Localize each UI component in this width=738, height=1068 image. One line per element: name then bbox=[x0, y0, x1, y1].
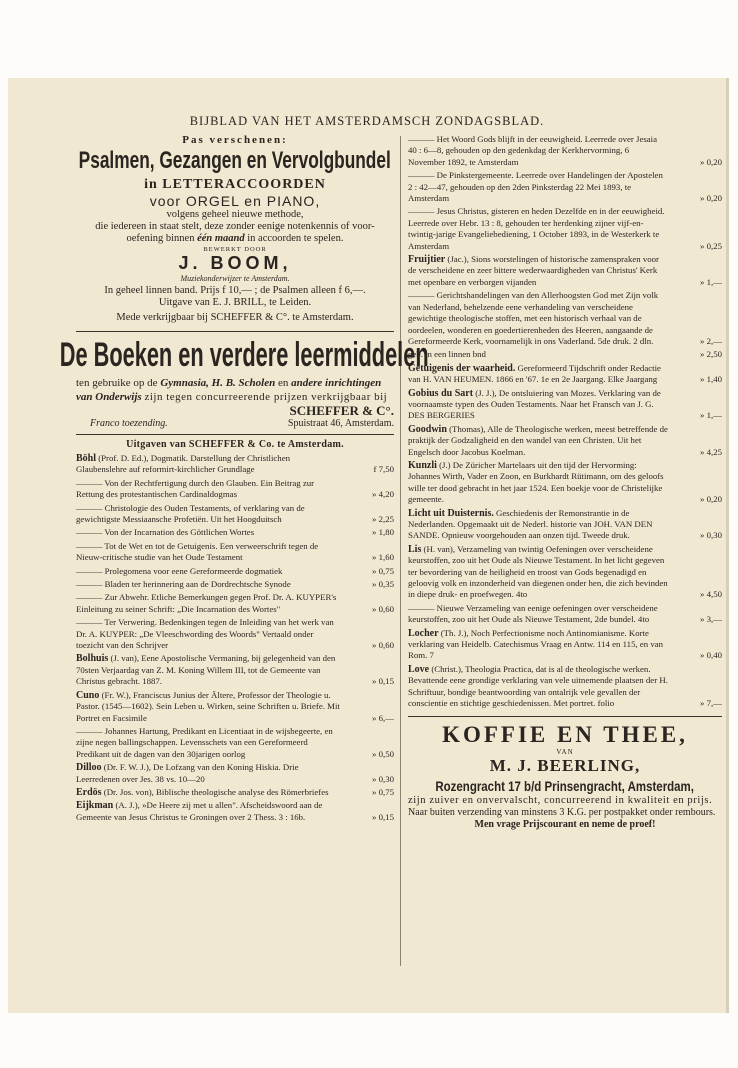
book-description bbox=[408, 424, 674, 458]
boeken-title-wrap bbox=[59, 335, 429, 376]
book-text: (J. J.), De ontsluiering van Mozes. Verklaring van de voornaamste typen des Ouden Testaments. Naar het Fransch van J. G. DES BERGERIES bbox=[408, 387, 661, 421]
book-price: » 3,— bbox=[700, 614, 722, 625]
book-price: » 2,— bbox=[700, 335, 722, 346]
book-description bbox=[408, 363, 674, 386]
book-text: ——— Von der Incarnation des Göttlichen Wortes bbox=[76, 527, 255, 538]
ad-desc-1: die iedereen in staat stelt, deze zonder eenige notenkennis of voor- bbox=[95, 220, 375, 232]
book-text: Geschiedenis der Remonstrantie in de Nederlanden. Opgemaakt uit de Nederl. historie van JOH. VAN DEN SANDE. Opnieuw voorgehouden aan onzen tijd. Tweede druk. bbox=[408, 507, 653, 541]
book-entry bbox=[408, 544, 722, 601]
book-author: Eijkman bbox=[76, 800, 114, 812]
book-text: ——— Von der Rechtfertigung durch den Glauben. Ein Beitrag zur Rettung des protestantischen Cardinaldogmas bbox=[76, 477, 315, 500]
boeken-advertisement bbox=[59, 335, 429, 430]
book-entry bbox=[76, 726, 394, 760]
book-description bbox=[408, 349, 674, 360]
catalog-list-left bbox=[76, 453, 394, 823]
book-price: » 4,20 bbox=[372, 489, 394, 500]
boeken-body bbox=[76, 376, 394, 404]
book-price: » 0,25 bbox=[700, 240, 722, 251]
book-entry bbox=[408, 664, 722, 710]
book-price: » 1,60 bbox=[372, 552, 394, 563]
book-price: » 1,— bbox=[700, 410, 722, 421]
book-description bbox=[408, 508, 674, 542]
book-text: ——— Het Woord Gods blijft in der eeuwigheid. Leerrede over Jesaia 40 : 6—8, gehouden op den gedenkdag der Kerkhervorming, 6 November 1892, te Amsterdam bbox=[408, 134, 658, 167]
book-description bbox=[76, 579, 346, 590]
ad-title: Psalmen, Gezangen en Vervolgbundel bbox=[78, 146, 392, 174]
koffie-address-wrap bbox=[408, 777, 722, 795]
koffie-advertisement bbox=[408, 721, 722, 832]
book-author: Fruijtier bbox=[408, 254, 446, 266]
book-entry bbox=[76, 527, 394, 538]
book-entry bbox=[408, 363, 722, 386]
book-price: » 1,40 bbox=[700, 374, 722, 385]
book-entry bbox=[408, 628, 722, 662]
book-description bbox=[408, 134, 674, 168]
catalog-heading: Uitgaven van SCHEFFER & Co. te Amsterdam. bbox=[126, 438, 344, 450]
book-text: (H. van), Verzameling van twintig Oefeningen over verscheidene keurstoffen, zoo uit het Oude als Nieuwe Testament. In het licht gegeven ter bevordering van de heiligheid en troost van Gods begenadigd en geloovig volk en inzonderheid van diegenen onder hen, die zich bevinden in diepe druk- en proefwegen. 4to bbox=[408, 543, 668, 600]
book-price: » 0,50 bbox=[372, 748, 394, 759]
book-price: » 1,80 bbox=[372, 527, 394, 538]
ad-price: In geheel linnen band. Prijs f 10,— ; de Psalmen alleen f 6,—. bbox=[104, 285, 366, 297]
koffie-van: VAN bbox=[556, 748, 574, 757]
ad-desc-2 bbox=[76, 233, 394, 245]
book-author: Dilloo bbox=[76, 762, 102, 774]
book-price: » 4,50 bbox=[700, 589, 722, 600]
book-text: ——— Tot de Wet en tot de Getuigenis. Een verweerschrift tegen de Nieuw-critische studie van het Oude Testament bbox=[76, 540, 319, 563]
ad-bewerkt: BEWERKT DOOR bbox=[203, 246, 267, 254]
book-entry bbox=[408, 206, 722, 252]
book-text: (Thomas), Alle de Theologische werken, meest betreffende de praktijk der Godzaligheid en den wandel van een Christen. Uit het Engelsch door Jacobus Koelman. bbox=[408, 423, 668, 457]
book-author: Bolhuis bbox=[76, 653, 109, 665]
ad-desc-2a: oefening binnen bbox=[126, 232, 195, 244]
book-description bbox=[76, 478, 346, 501]
book-price: » 2,50 bbox=[700, 349, 722, 360]
book-text: (J.) De Züricher Martelaars uit den tijd der Hervorming: Johannes Wirth, Vader en Zoon, en Burkhardt Rütimann, om des geloofs wille ter dood gebracht in het jaar 1524. Een boekje voor de Christelijke gemeente. bbox=[408, 459, 664, 505]
book-price: » 0,30 bbox=[372, 773, 394, 784]
book-text: (Dr. Jos. von), Biblische theologische analyse des Römerbriefes bbox=[103, 786, 329, 797]
page-title: BIJBLAD VAN HET AMSTERDAMSCH ZONDAGSBLAD. bbox=[189, 114, 545, 128]
koffie-body: zijn zuiver en onvervalscht, concurreerend in kwaliteit en prijs. bbox=[408, 794, 713, 806]
book-description bbox=[76, 592, 346, 615]
boeken-body-3: zijn tegen concurreerende prijzen verkrijgbaar bij bbox=[144, 390, 388, 403]
book-description bbox=[408, 628, 674, 662]
book-description bbox=[76, 453, 346, 476]
ad-method: volgens geheel nieuwe methode, bbox=[166, 208, 304, 220]
book-entry bbox=[76, 503, 394, 526]
book-entry bbox=[408, 254, 722, 288]
ad-title-wrap bbox=[76, 147, 394, 177]
book-entry bbox=[408, 134, 722, 168]
book-entry bbox=[408, 388, 722, 422]
book-text: (Christ.), Theologia Practica, dat is al de theologische werken. Bevattende eene grondige verklaring van vele uitnemende plaatsen der H. Schriftuur, bondige beantwoording van ontalrijk vele gevallen der conscientie en stichtige geschiedenissen. Met portret. folio bbox=[408, 663, 668, 709]
koffie-shipping: Naar buiten verzending van minstens 3 K.G. per postpakket onder rembours. bbox=[408, 807, 716, 819]
book-entry bbox=[408, 508, 722, 542]
book-author: Locher bbox=[408, 627, 439, 639]
ad-instruments: voor ORGEL en PIANO, bbox=[149, 192, 321, 209]
book-author: Kunzli bbox=[408, 459, 437, 471]
book-entry bbox=[76, 478, 394, 501]
boeken-body-em1: Gymnasia, H. B. Scholen bbox=[160, 376, 276, 389]
right-column bbox=[408, 134, 722, 831]
book-description bbox=[408, 170, 674, 204]
book-author: Cuno bbox=[76, 689, 100, 701]
book-description bbox=[408, 388, 674, 422]
book-entry bbox=[76, 566, 394, 577]
boeken-footer bbox=[76, 418, 394, 430]
koffie-title: KOFFIE EN THEE, bbox=[442, 721, 688, 747]
book-entry bbox=[408, 460, 722, 506]
book-description bbox=[76, 762, 346, 785]
book-text: ——— Jesus Christus, gisteren en heden Dezelfde en in der eeuwigheid. Leerrede over Hebr. 13 : 8, gehouden ter herdenking zijner vijf-en-twintig-jarige Evangeliebediening, 1 October 1893, in de Westerkerk te Amsterdam bbox=[408, 206, 665, 251]
book-description bbox=[76, 653, 346, 687]
book-entry bbox=[76, 653, 394, 687]
koffie-name: M. J. BEERLING, bbox=[489, 756, 641, 776]
book-author: Getuigenis der waarheid. bbox=[408, 362, 516, 374]
book-price: » 0,40 bbox=[700, 650, 722, 661]
book-price: » 1,— bbox=[700, 276, 722, 287]
book-price: » 0,75 bbox=[372, 786, 394, 797]
book-price: » 0,60 bbox=[372, 640, 394, 651]
rule bbox=[76, 434, 394, 435]
book-price: f 7,50 bbox=[373, 464, 394, 475]
ad-author: J. BOOM, bbox=[178, 253, 292, 274]
book-text: ——— Christologie des Ouden Testaments, of verklaring van de gewichtigste Messiaansche Profetiën. Uit het Hoogduitsch bbox=[76, 502, 305, 525]
book-text: geb. in een linnen bnd bbox=[408, 349, 486, 360]
book-description bbox=[76, 617, 346, 651]
book-price: » 0,35 bbox=[372, 579, 394, 590]
book-description bbox=[408, 206, 674, 252]
book-text: (Fr. W.), Franciscus Junius der Ältere, Professor der Theologie u. Pastor. (1545—1602). Sein Leben u. Wirken, seine Schriften u. Briefe. Mit Portret en Facsimile bbox=[76, 689, 340, 723]
ad-author-role: Muziekonderwijzer te Amsterdam. bbox=[180, 274, 290, 284]
book-text: (A. J.), »De Heere zij met u allen". Afscheidswoord aan de Gemeente van Jesus Christus te Groningen over 2 Thess. 3 : 16b. bbox=[76, 800, 323, 822]
book-author: Böhl bbox=[76, 452, 97, 464]
book-description bbox=[76, 541, 346, 564]
book-description bbox=[76, 690, 346, 724]
book-text: (Th. J.), Noch Perfectionisme noch Antinomianisme. Korte verklaring van Heidelb. Catechismus Vraag en Antw. 114 en 115, en van Rom. 7 bbox=[408, 627, 664, 661]
book-text: ——— Zur Abwehr. Etliche Bemerkungen gegen Prof. Dr. A. KUYPER's Einleitung zu seiner Schrift: „Die Incarnation des Wortes" bbox=[76, 592, 337, 614]
book-entry bbox=[76, 800, 394, 823]
book-description bbox=[408, 290, 674, 347]
book-description bbox=[408, 603, 674, 626]
book-price: » 0,20 bbox=[700, 156, 722, 167]
ad-kicker: Pas verschenen: bbox=[182, 134, 288, 146]
ad-desc-em: één maand bbox=[197, 232, 245, 244]
boeken-seller: SCHEFFER & C°. bbox=[289, 402, 394, 418]
rule bbox=[408, 716, 722, 717]
book-text: ——— Prolegomena voor eene Gereformeerde dogmatiek bbox=[76, 565, 283, 576]
book-price: » 2,25 bbox=[372, 514, 394, 525]
book-entry bbox=[76, 690, 394, 724]
book-price: » 6,— bbox=[372, 712, 394, 723]
book-price: » 0,60 bbox=[372, 603, 394, 614]
book-description bbox=[76, 566, 346, 577]
book-price: » 0,20 bbox=[700, 193, 722, 204]
boeken-body-2: en bbox=[277, 376, 289, 389]
book-entry bbox=[76, 762, 394, 785]
book-text: ——— Bladen ter herinnering aan de Dordrechtsche Synode bbox=[76, 579, 291, 590]
book-entry bbox=[76, 453, 394, 476]
book-price: » 0,75 bbox=[372, 565, 394, 576]
book-description bbox=[408, 460, 674, 506]
ad-desc-2c: in accoorden te spelen. bbox=[247, 232, 344, 244]
boeken-franco: Franco toezending. bbox=[90, 418, 168, 430]
book-description bbox=[408, 254, 674, 288]
book-entry bbox=[76, 787, 394, 798]
book-text: (Dr. F. W. J.), De Lofzang van den Koning Hiskia. Drie Leerredenen over Jes. 38 vs. 10—20 bbox=[76, 762, 299, 784]
book-author: Goodwin bbox=[408, 423, 447, 435]
ad-publisher: Uitgave van E. J. BRILL, te Leiden. bbox=[158, 297, 312, 309]
book-entry bbox=[76, 579, 394, 590]
koffie-address: Rozengracht 17 b/d Prinsengracht, Amsterdam, bbox=[435, 777, 695, 794]
book-entry bbox=[76, 617, 394, 651]
book-text: (Jac.), Sions worstelingen of historische zamenspraken voor de verscheidene en zeer bittere wederwaardigheden van Christus' Kerk met openbare en verborgen vijanden bbox=[408, 254, 659, 287]
boeken-title: De Boeken en verdere leermiddelen bbox=[59, 335, 429, 374]
book-text: (Prof. D. Ed.), Dogmatik. Darstellung der Christlichen Glaubenslehre auf reformirt-kirchlicher Grundlage bbox=[76, 452, 291, 475]
koffie-cta: Men vrage Prijscourant en neme de proef! bbox=[474, 819, 656, 831]
book-entry bbox=[408, 603, 722, 626]
book-description bbox=[76, 800, 346, 823]
psalmen-advertisement bbox=[76, 134, 394, 325]
book-author: Erdös bbox=[76, 786, 102, 798]
book-entry bbox=[408, 290, 722, 347]
book-price: » 7,— bbox=[700, 698, 722, 709]
book-description bbox=[408, 664, 674, 710]
book-description bbox=[76, 726, 346, 760]
book-entry bbox=[76, 592, 394, 615]
book-description bbox=[76, 503, 346, 526]
book-price: » 0,30 bbox=[700, 530, 722, 541]
book-price: » 0,15 bbox=[372, 676, 394, 687]
book-description bbox=[76, 787, 346, 798]
book-text: ——— Ter Verwering. Bedenkingen tegen de Inleiding van het werk van Dr. A. KUYPER: „De Vleeschwording des Woords" Vertaald onder toezicht van den Schrijver bbox=[76, 617, 334, 651]
boeken-body-1: ten gebruike op de bbox=[76, 376, 158, 389]
book-author: Gobius du Sart bbox=[408, 387, 474, 399]
ad-subtitle: in LETTERACCOORDEN bbox=[144, 176, 326, 192]
book-entry bbox=[408, 170, 722, 204]
book-price: » 4,25 bbox=[700, 446, 722, 457]
book-author: Lis bbox=[408, 543, 422, 555]
book-text: ——— Gerichtshandelingen van den Allerhoogsten God met Zijn volk van Nederland, behelzende eene verhandeling van verscheidene gewichtige theologische stoffen, met een historisch verhaal van de oordeelen, wonderen en goedertierenheden des Heeren, aangaande de Gereformeerde Kerk, voornamelijk in ons Vaderland. 5de druk. 2 dln. bbox=[408, 290, 659, 346]
book-text: ——— De Pinkstergemeente. Leerrede over Handelingen der Apostelen 2 : 42—47, gehouden op den 2den Pinksterdag 22 Mei 1893, te Amsterdam bbox=[408, 170, 663, 204]
book-price: » 0,20 bbox=[700, 494, 722, 505]
book-description bbox=[76, 527, 346, 538]
book-author: Love bbox=[408, 663, 430, 675]
book-entry bbox=[408, 349, 722, 360]
rule bbox=[76, 331, 394, 332]
book-entry bbox=[76, 541, 394, 564]
boeken-body-em2: andere inrichtingen van Onderwijs bbox=[76, 376, 382, 403]
book-description bbox=[408, 544, 674, 601]
book-text: Gereformeerd Tijdschrift onder Redactie van H. VAN HEUMEN. 1866 en '67. 1e en 2e Jaargang. Elke Jaargang bbox=[408, 362, 661, 385]
book-entry bbox=[408, 424, 722, 458]
newspaper-page bbox=[8, 78, 729, 1013]
book-price: » 0,15 bbox=[372, 811, 394, 822]
boeken-address: Spuistraat 46, Amsterdam. bbox=[287, 418, 394, 430]
book-author: Licht uit Duisternis. bbox=[408, 507, 494, 519]
column-divider bbox=[400, 136, 401, 966]
book-text: ——— Nieuwe Verzameling van eenige oefeningen over verscheidene keurstoffen, zoo uit het Oude als Nieuwe Testament, 2de bundel. 4to bbox=[408, 602, 658, 625]
book-text: ——— Johannes Hartung, Predikant en Licentiaat in de wijsbegeerte, en zijne negen ballingschappen. Levensschets van een Gereformeerd Predikant uit de dagen van den 30jarigen oorlog bbox=[76, 725, 333, 759]
book-text: (J. van), Eene Apostolische Vermaning, bij gelegenheid van den 70sten Verjaardag van Z. M. Koning Willem III, tot de Gemeente van Christus gebracht. 1887. bbox=[76, 653, 336, 687]
ad-also-available: Mede verkrijgbaar bij SCHEFFER & C°. te Amsterdam. bbox=[116, 312, 354, 324]
catalog-list-right bbox=[408, 134, 722, 710]
